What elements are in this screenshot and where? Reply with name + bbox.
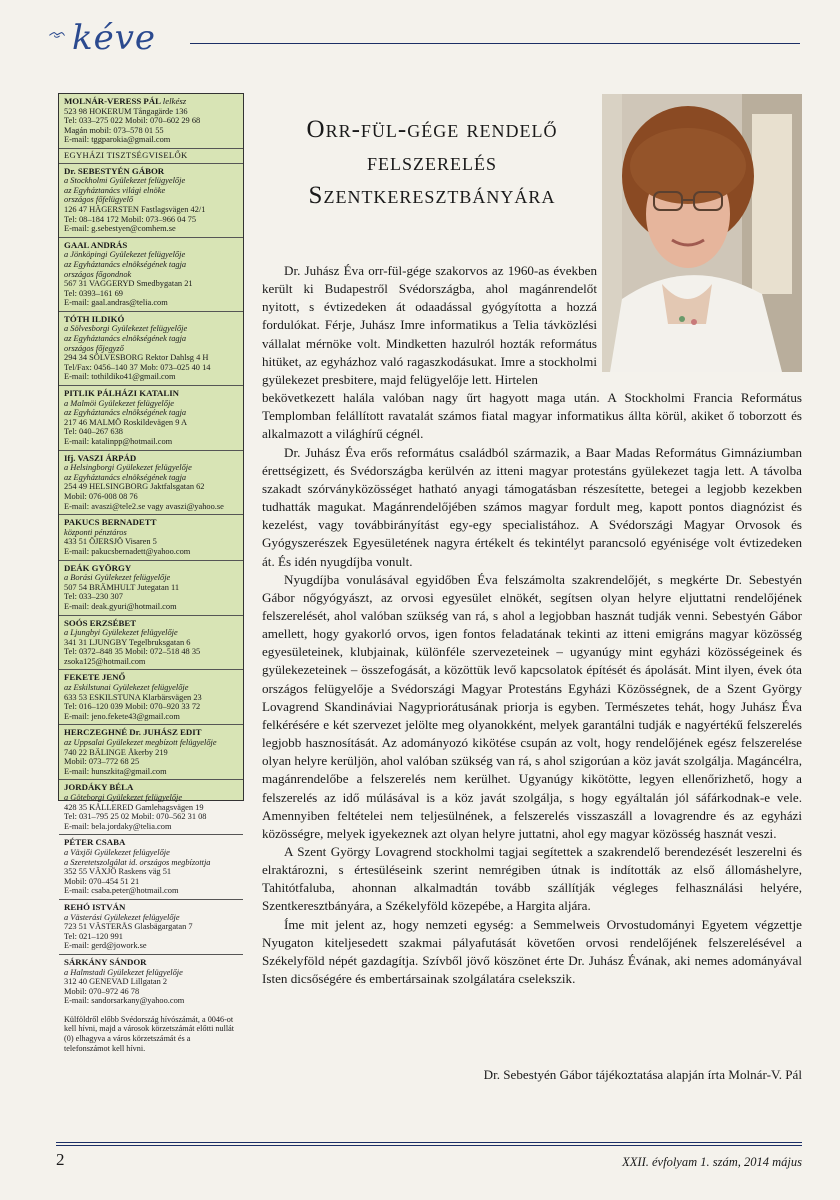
official-contact-line: Mobil: 070–972 46 78 (64, 986, 140, 996)
title-line: Szentkeresztbányára (308, 182, 556, 209)
magazine-logo: kéve (72, 18, 157, 58)
official-contact-line: Mobil: 070–454 51 21 (64, 876, 140, 886)
official-block (59, 835, 243, 900)
official-name: JORDÁKY BÉLA (64, 782, 134, 793)
official-name: REHÓ ISTVÁN (64, 901, 126, 912)
footer-rule (56, 1145, 802, 1146)
article-signature: Dr. Sebestyén Gábor tájékoztatása alapján írta Molnár-V. Pál (483, 1067, 802, 1082)
official-block (59, 780, 243, 835)
official-contact-line: E-mail: sandorsarkany@yahoo.com (64, 996, 185, 1006)
official-contact-line: E-mail: pakucsbernadett@yahoo.com (64, 546, 191, 556)
official-name: PÉTER CSABA (64, 837, 126, 848)
article-paragraph: A Szent György Lovagrend stockholmi tagjai segítettek a szakrendelő berendezését leszerelni és elraktározni, s értesüléseink szerint nemrégiben útnak is indították az első állomáshelyre, Tahitótfaluba, ahonnan alkalmadtán tovább szállítják végleges felhasználási helyére, Szentkeresztbányára, a Székelyföld közepébe, a Hargita aljára. (262, 844, 802, 914)
official-role: a Göteborgi Gyülekezet felügyelője (64, 793, 183, 802)
official-contact-line: 126 47 HÄGERSTEN Fastlagsvägen 42/1 (64, 204, 206, 214)
official-contact-line: E-mail: bela.jordaky@telia.com (64, 821, 172, 831)
pastor-phone: Tel: 033–275 022 Mobil: 070–602 29 68 (64, 116, 201, 126)
official-contact-line: 723 51 VÄSTERÅS Glasbägargatan 7 (64, 922, 193, 932)
official-role: a Växjői Gyülekezet felügyelője (64, 847, 170, 857)
article-paragraph: Íme mit jelent az, hogy nemzeti egység: a Semmelweis Orvostudományi Egyetem végzettje Nyugaton kiteljesedett szakmai pályafutását követően orvosi rendelőjének felszerelésével a Székelyföld népét gazdagítja. Szívből jövő köszönet érte Dr. Juhász Évának, aki nemes adományával Isten dicsőségére és embertársainak szolgálatára cselekszik. (262, 916, 802, 987)
official-name: GAAL ANDRÁS (64, 239, 128, 250)
official-contact-line: 507 54 BRÄMHULT Jutegatan 11 (64, 582, 180, 592)
official-contact-line: Tel: 040–267 638 (64, 427, 123, 437)
official-contact-line: Mobil: 073–772 68 25 (64, 757, 140, 767)
pastor-email: E-mail: tggparokia@gmail.com (64, 135, 171, 145)
official-contact-line: E-mail: g.sebestyen@comhem.se (64, 224, 176, 234)
official-role: központi pénztáros (64, 527, 127, 537)
pastor-block (59, 94, 243, 149)
official-contact-line: 294 34 SÖLVESBORG Rektor Dahlsg 4 H (64, 353, 209, 363)
official-contact-line: Tel: 016–120 039 Mobil: 070–920 33 72 (64, 702, 201, 712)
official-contact-line: Tel/Fax: 0456–140 37 Mob: 073–025 40 14 (64, 362, 211, 372)
official-name: PAKUCS BERNADETT (64, 517, 157, 528)
official-role: az Egyháztanács elnökségének tagja (64, 408, 187, 418)
official-role: a Västerási Gyülekezet felügyelője (64, 912, 180, 922)
official-contact-line: 254 49 HELSINGBORG Jaktfalsgatan 62 (64, 482, 205, 492)
official-block (59, 900, 243, 955)
official-role: a Stockholmi Gyülekezet felügyelője (64, 176, 186, 186)
official-contact-line: 740 22 BÄLINGE Åkerby 219 (64, 747, 168, 757)
official-contact-line: Tel: 031–795 25 02 Mobil: 070–562 31 08 (64, 812, 207, 822)
article-body (262, 262, 802, 988)
official-block (59, 725, 243, 780)
article-paragraph: Nyugdíjba vonulásával egyidőben Éva felszámolta szakrendelőjét, s megkérte Dr. Sebestyén Gábor nőgyógyászt, az orvosi egyesület elnökét, segítsen olyan helyre eljuttatni rendelőjének felszerelését, ahol valóban szükség van rá, s ahol a legjobban hasznát tudják venni. Sebestyén Gábor amellett, hogy gyakorló orvos, igen fontos feladatának tekinti az itteni emigráns magyar közösség egyesületeinek, klubjainak, különféle szervezeteinek – ugyanúgy mint egyházi közösségeinek és gyülekezeteinek – összefogását, a közöttük levő kapcsolatok építését és ápolását. Mint ilyen, évek óta országos felügyelője a Svédországi Magyar Protestáns Egyházi Közösségnek, de a Szent György Lovagrend Skandináviai Nagypriorátusának priorja is egyben. Természetes tehát, hogy Juhász Éva felkérésére e két szervezet jelölte meg olyanokként, melyek garantálni tudják e nagyértékű felszerelés legjobb hasznosítását. Az adományozó kikötése csupán az volt, hogy rendelőjének egész felszerelése olyan helyre kerüljön, ahol valóban szükség van rá, s ahol szigorúan a köz javát szolgálja. Magáncélra, magánrendelőbe a felszerelés nem kerülhet. Ugyanúgy kikötötte, legyen ellenőrizhető, hogy a felszerelés az idő múlásával is a köz javát szolgálja, s hogy egyáltalán jól sáfárkodnak-e vele. Amennyiben feltételei nem teljesülnének, a felszerelés visszaszáll a lovagrendre és az egyházi közösségre, melyek igyekeznek azt olyan helyre juttatni, ahol egy magyar közösség hasznát veszi. (262, 571, 802, 841)
header-rule (190, 43, 800, 44)
footer-rule (56, 1142, 802, 1143)
official-contact-line: 341 31 LJUNGBY Tegelbruksgatan 6 (64, 637, 191, 647)
official-block (59, 955, 243, 1009)
official-contact-line: Tel: 0393–161 69 (64, 288, 123, 298)
article-paragraph (262, 262, 597, 389)
official-block (59, 670, 243, 725)
official-role: országos főfelügyelő (64, 195, 134, 205)
official-contact-line: E-mail: katalinpp@hotmail.com (64, 437, 173, 446)
official-role: országos főjegyző (64, 343, 124, 353)
official-role: a Halmstadi Gyülekezet felügyelője (64, 967, 183, 977)
title-line: felszerelés (366, 149, 497, 176)
official-role: a Jönköpingi Gyülekezet felügyelője (64, 250, 186, 260)
official-role: a Sölvesborgi Gyülekezet felügyelője (64, 324, 188, 334)
official-role: az Uppsalai Gyülekezet megbízott felügyelője (64, 738, 217, 748)
official-contact-line: 312 40 GENEVAD Lillgatan 2 (64, 977, 168, 987)
pastor-address: 523 98 HOKERUM Tångagärde 136 (64, 106, 188, 116)
official-contact-line: Mobil: 076-008 08 76 (64, 491, 138, 501)
official-contact-line: 433 51 ÖJERSJÖ Visaren 5 (64, 537, 157, 547)
official-contact-line: E-mail: hunszkita@gmail.com (64, 766, 167, 776)
issue-info: XXII. évfolyam 1. szám, 2014 május (622, 1155, 802, 1169)
official-contact-line: 352 55 VÄXJÖ Raskens väg 51 (64, 867, 172, 877)
official-block (59, 515, 243, 560)
official-role: az Eskilstunai Gyülekezet felügyelője (64, 683, 189, 693)
official-contact-line: Tel: 0372–848 35 Mobil: 072–518 48 35 (64, 647, 201, 657)
official-contact-line: E-mail: deak.gyuri@hotmail.com (64, 601, 177, 611)
official-role: a Borási Gyülekezet felügyelője (64, 573, 171, 583)
official-contact-line: Tel: 08–184 172 Mobil: 073–966 04 75 (64, 214, 197, 224)
official-name: DEÁK GYÖRGY (64, 562, 132, 573)
official-role: a Szeretetszolgálat id. országos megbízottja (64, 857, 211, 867)
official-contact-line: E-mail: jeno.fekete43@gmail.com (64, 711, 180, 721)
official-block (59, 238, 243, 312)
article-paragraph: Dr. Juhász Éva erős református családból származik, a Baar Madas Református Gimnáziumban érettségizett, és Svédországba kerülvén az itteni magyar protestáns gyülekezet tagja lett. A távolba szakadt szórványközösséget hatható anyagi támogatásban részesítette, betegei a legjobb kezekben tudhatták magukat. Magánrendelőjében számos magyar fordult meg, kapott pontos diagnózist és kezelést, vagy továbbirányítást egy-egy specialistához. A Svédországi Magyar Orvosok és Gyógyszerészek Egyesületének nagyra értékelt és tekintélyt parancsoló egyénisége volt évtizedeken át. És idén nyugdíjba vonult. (262, 444, 802, 569)
official-block (59, 164, 243, 238)
official-role: országos főgondnok (64, 269, 132, 279)
officials-heading: EGYHÁZI TISZTSÉGVISELŐK (59, 149, 243, 164)
official-role: a Malmöi Gyülekezet felügyelője (64, 398, 174, 408)
paragraph-part: Dr. Juhász Éva orr-fül-gége szakorvos az 1960-as években került ki Budapestről Svédországba, ahol magánrendelőt nyitott, s évtizedeken át odaadással gyógyította a hozzá fordulókat. Férje, Juhász Imre informatikus a Telia távközlési vállalat mérnöke volt. Mindketten hazulról hozták református hitüket, az egyházhoz való ragaszkodásukat. Imre a stockholmi gyülekezet presbitere, majd felügyelője lett. Hirtelen (262, 263, 597, 387)
official-name: HERCZEGHNÉ Dr. JUHÁSZ EDIT (64, 727, 202, 738)
official-name: SOÓS ERZSÉBET (64, 617, 137, 628)
official-name: FEKETE JENŐ (64, 672, 126, 683)
official-contact-line: 633 53 ESKILSTUNA Klarbärsvägen 23 (64, 692, 202, 702)
official-contact-line: E-mail: csaba.peter@hotmail.com (64, 886, 179, 896)
official-block (59, 561, 243, 616)
official-contact-line: zsoka125@hotmail.com (64, 656, 146, 666)
official-name: TÓTH ILDIKÓ (64, 313, 125, 324)
official-role: az Egyháztanács elnökségének tagja (64, 334, 187, 344)
official-block (59, 386, 243, 451)
official-role: a Ljungbyi Gyülekezet felügyelője (64, 628, 178, 638)
official-contact-line: 567 31 VAGGERYD Smedbygatan 21 (64, 279, 193, 289)
contacts-sidebar (58, 93, 244, 1053)
official-contact-line: E-mail: avaszi@tele2.se vagy avaszi@yahoo.se (64, 501, 224, 511)
official-role: a Helsingborgi Gyülekezet felügyelője (64, 463, 192, 473)
official-contact-line: Tel: 033–230 307 (64, 592, 123, 602)
article-title (262, 113, 602, 212)
official-contact-line: E-mail: tothildiko41@gmail.com (64, 372, 176, 382)
official-block (59, 616, 243, 671)
pastor-mobile: Magán mobil: 073–578 01 55 (64, 125, 164, 135)
official-contact-line: 428 35 KÅLLERED Gamlehagsvägen 19 (64, 802, 204, 812)
official-contact-line: Tel: 021–120 991 (64, 931, 123, 941)
official-role: az Egyháztanács elnökségének tagja (64, 259, 187, 269)
officials-list (59, 164, 243, 1009)
official-contact-line: E-mail: gaal.andras@telia.com (64, 298, 168, 308)
logo-mark-icon: ᨎ (48, 24, 66, 42)
official-name: PITLIK PÁLHÁZI KATALIN (64, 388, 180, 399)
official-block (59, 312, 243, 386)
official-contact-line: 217 46 MALMÖ Roskildevägen 9 A (64, 417, 188, 427)
official-name: SÁRKÁNY SÁNDOR (64, 956, 147, 967)
title-line: Orr-fül-gége rendelő (306, 116, 558, 143)
official-name: Ifj. VASZI ÁRPÁD (64, 452, 137, 463)
official-role: az Egyháztanács világi elnöke (64, 185, 166, 195)
paragraph-continuation: bekövetkezett halála valóban nagy űrt hagyott maga után. A Stockholmi Francia Református Templomban felállított ravatalát számos fiatal magyar informatikus állta körül, akiket ő toborzott és alkalmazott a világhírű cégnél. (262, 390, 802, 442)
official-role: az Egyháztanács elnökségének tagja (64, 472, 187, 482)
dialing-footnote: Külföldről előbb Svédország hívószámát, a 0046-ot kell hívni, majd a városok körzetszámát előtti nullát (0) elhagyva a város körzetszámát és a telefonszámot kell hívni. (64, 1014, 235, 1053)
official-contact-line: E-mail: gerd@jowork.se (64, 941, 147, 951)
official-name: Dr. SEBESTYÉN GÁBOR (64, 165, 165, 176)
page-number: 2 (56, 1150, 65, 1169)
official-block (59, 451, 243, 516)
pastor-name: MOLNÁR-VERESS PÁL lelkész (64, 96, 187, 106)
